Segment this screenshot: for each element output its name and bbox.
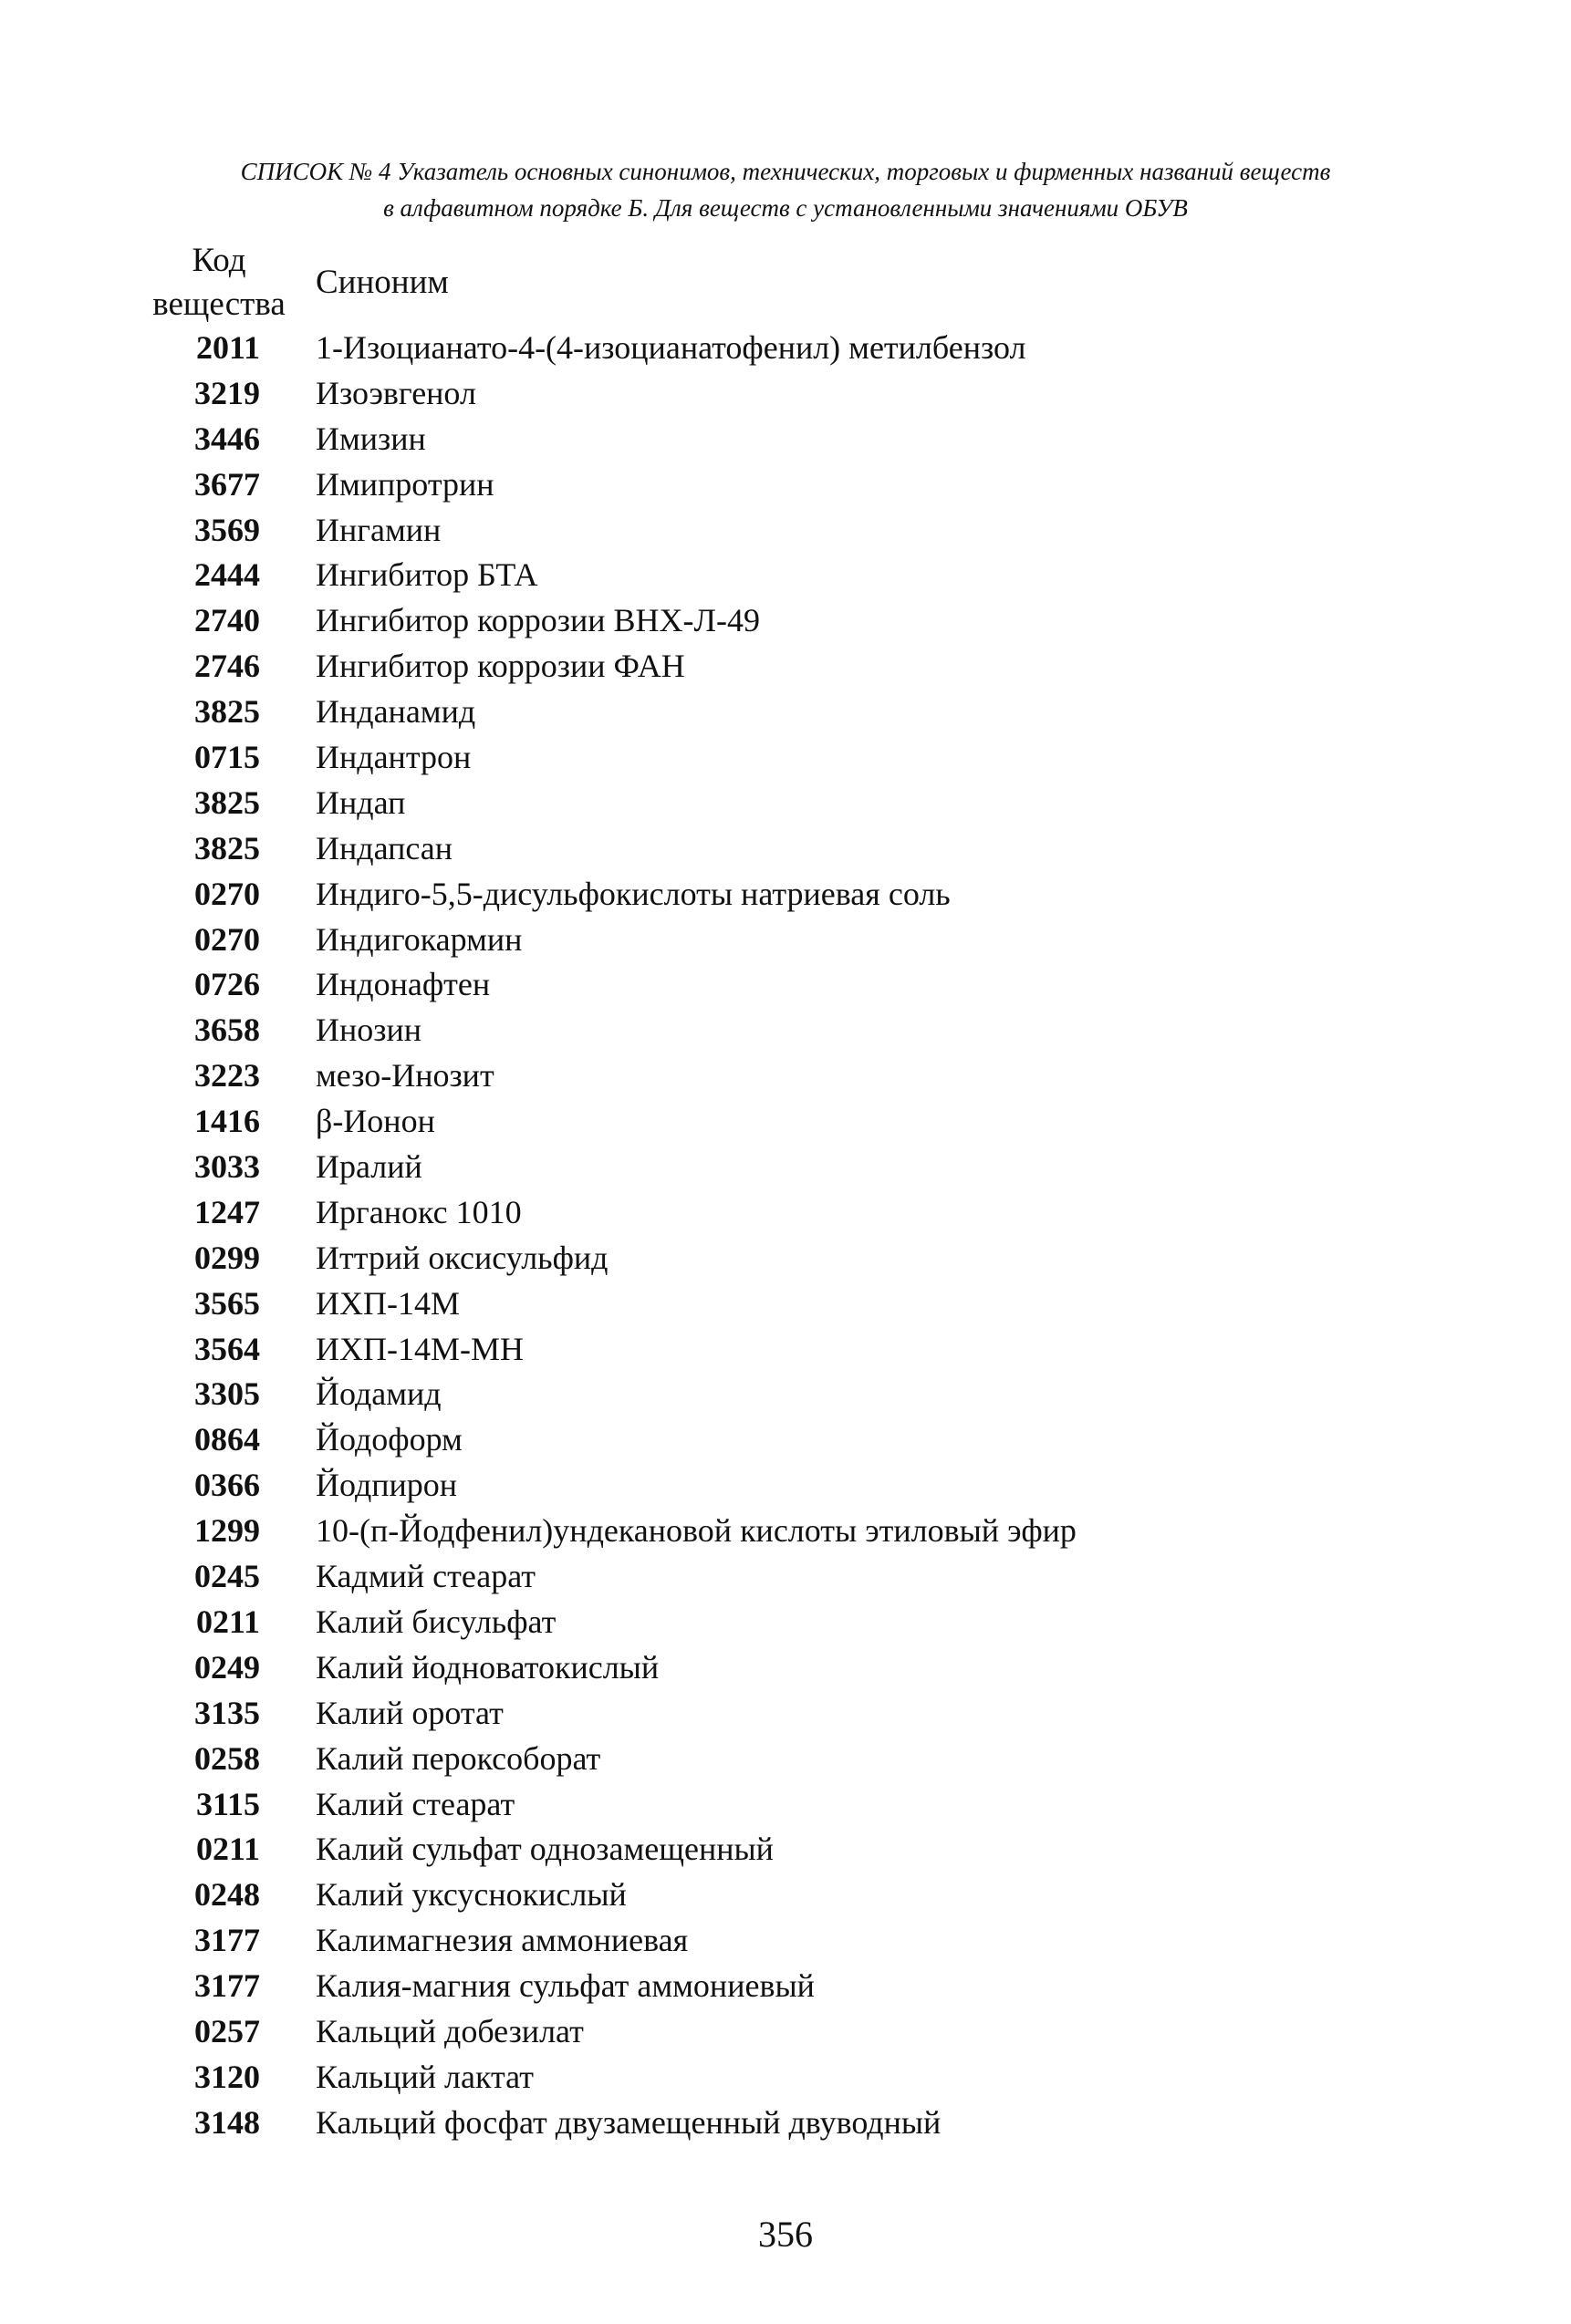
synonym-text: Индигокармин [316, 920, 523, 958]
synonym-text: Йодпирон [316, 1467, 458, 1504]
header-line-1: СПИСОК № 4 Указатель основных синонимов, технических, торговых и фирменных названий веществ [240, 158, 1331, 185]
substance-code: 2011 [195, 329, 260, 366]
substance-code: 0211 [195, 1831, 260, 1868]
synonym-text: Имипротрин [316, 465, 494, 503]
synonym-text: Йодоформ [316, 1421, 463, 1458]
substance-code: 3177 [194, 1922, 260, 1959]
substance-code: 0270 [194, 875, 260, 912]
table-row [137, 1053, 1414, 1099]
synonym-text: Калимагнезия аммониевая [316, 1922, 689, 1959]
table-row [137, 872, 1414, 918]
synonym-text: Калий йодноватокислый [316, 1648, 660, 1686]
substance-code: 3223 [194, 1057, 260, 1095]
substance-code: 0211 [195, 1603, 260, 1640]
page-header [0, 153, 1571, 226]
substance-code: 3658 [194, 1012, 260, 1049]
substance-code: 3677 [194, 465, 260, 503]
substance-code: 3115 [195, 1785, 260, 1822]
substance-code: 3135 [194, 1694, 260, 1731]
synonym-text: Инозин [316, 1012, 422, 1049]
table-row [137, 1463, 1414, 1509]
synonym-text: Кадмий стеарат [316, 1558, 536, 1595]
substance-code: 0864 [194, 1421, 260, 1458]
synonym-text: 1-Изоцианато-4-(4-изоцианатофенил) метилбензол [316, 329, 1026, 366]
synonym-text: Ирганокс 1010 [316, 1193, 522, 1230]
table-row [137, 962, 1414, 1008]
substance-code: 0299 [194, 1239, 260, 1276]
synonym-text: Йодамид [316, 1375, 442, 1413]
synonym-text: Имизин [316, 420, 426, 457]
synonym-text: Изоэвгенол [316, 374, 476, 411]
substance-code: 3446 [194, 420, 260, 457]
substance-code: 3825 [194, 783, 260, 821]
table-row [137, 644, 1414, 690]
table-row [137, 826, 1414, 872]
substance-code: 0257 [194, 2012, 260, 2049]
substance-code: 3564 [194, 1330, 260, 1367]
table-row [137, 2101, 1414, 2146]
substance-code: 3177 [194, 1967, 260, 2005]
synonym-text: Иттрий оксисульфид [316, 1239, 609, 1276]
synonym-text: Иралий [316, 1148, 422, 1186]
table-row [137, 1964, 1414, 2009]
synonym-text: Инданамид [316, 693, 476, 731]
synonym-text: Кальций добезилат [316, 2012, 584, 2049]
substance-code: 1247 [194, 1193, 260, 1230]
synonym-text: ИХП-14М-МН [316, 1330, 524, 1367]
substance-code: 3569 [194, 511, 260, 548]
synonym-table [137, 326, 1414, 2146]
synonym-text: Калия-магния сульфат аммониевый [316, 1967, 815, 2005]
table-row [137, 1281, 1414, 1327]
synonym-text: ИХП-14М [316, 1284, 460, 1322]
substance-code: 3305 [194, 1375, 260, 1413]
substance-code: 3825 [194, 693, 260, 731]
code-column-header [137, 239, 301, 327]
table-row [137, 781, 1414, 826]
synonym-text: Кальций лактат [316, 2058, 534, 2095]
synonym-text: β-Ионон [316, 1103, 435, 1140]
synonym-text: Калий сульфат однозамещенный [316, 1831, 774, 1868]
substance-code: 0249 [194, 1648, 260, 1686]
substance-code: 3120 [194, 2058, 260, 2095]
table-row [137, 1099, 1414, 1145]
substance-code: 0726 [194, 966, 260, 1003]
table-row [137, 462, 1414, 508]
table-row [137, 1737, 1414, 1782]
table-row [137, 1600, 1414, 1645]
synonym-text: Ингибитор БТА [316, 556, 538, 594]
table-row [137, 598, 1414, 644]
table-row [137, 1827, 1414, 1873]
table-row [137, 371, 1414, 417]
synonym-text: Ингибитор коррозии ВНХ-Л-49 [316, 602, 760, 639]
table-row [137, 1190, 1414, 1236]
synonym-text: Индапсан [316, 829, 453, 866]
code-header-line-2: вещества [152, 285, 286, 323]
table-row [137, 1509, 1414, 1554]
synonym-text: Индиго-5,5-дисульфокислоты натриевая соль [316, 875, 951, 912]
code-header-line-1: Код [192, 242, 246, 279]
synonym-text: Индантрон [316, 739, 472, 776]
page-number: 356 [758, 2214, 813, 2255]
substance-code: 0270 [194, 920, 260, 958]
synonym-text: Индонафтен [316, 966, 491, 1003]
substance-code: 0366 [194, 1467, 260, 1504]
table-row [137, 1691, 1414, 1737]
table-row [137, 735, 1414, 781]
table-row [137, 326, 1414, 371]
table-row [137, 1008, 1414, 1053]
table-row [137, 1327, 1414, 1373]
synonym-text: 10-(п-Йодфенил)ундекановой кислоты этиловый эфир [316, 1512, 1077, 1550]
substance-code: 3565 [194, 1284, 260, 1322]
table-header [137, 239, 1414, 330]
synonym-text: Ингамин [316, 511, 442, 548]
synonym-text: Калий бисульфат [316, 1603, 557, 1640]
table-row [137, 690, 1414, 735]
table-row [137, 1145, 1414, 1190]
synonym-text: мезо-Инозит [316, 1057, 494, 1095]
substance-code: 0248 [194, 1876, 260, 1914]
table-row [137, 1645, 1414, 1691]
table-row [137, 918, 1414, 963]
table-row [137, 508, 1414, 554]
synonym-text: Индап [316, 783, 406, 821]
table-row [137, 1372, 1414, 1417]
substance-code: 0258 [194, 1739, 260, 1777]
substance-code: 2740 [194, 602, 260, 639]
substance-code: 2444 [194, 556, 260, 594]
table-row [137, 1554, 1414, 1600]
synonym-text: Калий уксуснокислый [316, 1876, 627, 1914]
synonym-text: Калий оротат [316, 1694, 504, 1731]
substance-code: 0715 [194, 739, 260, 776]
substance-code: 3033 [194, 1148, 260, 1186]
synonym-text: Калий стеарат [316, 1785, 515, 1822]
substance-code: 1416 [194, 1103, 260, 1140]
table-row [137, 2055, 1414, 2101]
synonym-text: Кальций фосфат двузамещенный двуводный [316, 2103, 942, 2141]
table-row [137, 417, 1414, 462]
table-row [137, 1918, 1414, 1964]
table-row [137, 1873, 1414, 1918]
synonym-column-header: Синоним [316, 264, 449, 301]
synonym-text: Ингибитор коррозии ФАН [316, 648, 685, 685]
header-line-2: в алфавитном порядке Б. Для веществ с установленными значениями ОБУВ [383, 194, 1188, 222]
table-row [137, 1782, 1414, 1828]
synonym-text: Калий пероксоборат [316, 1739, 601, 1777]
table-row [137, 1417, 1414, 1463]
substance-code: 3148 [194, 2103, 260, 2141]
substance-code: 3219 [194, 374, 260, 411]
substance-code: 1299 [194, 1512, 260, 1550]
substance-code: 3825 [194, 829, 260, 866]
table-row [137, 2009, 1414, 2055]
table-row [137, 1236, 1414, 1281]
table-row [137, 553, 1414, 598]
substance-code: 0245 [194, 1558, 260, 1595]
substance-code: 2746 [194, 648, 260, 685]
